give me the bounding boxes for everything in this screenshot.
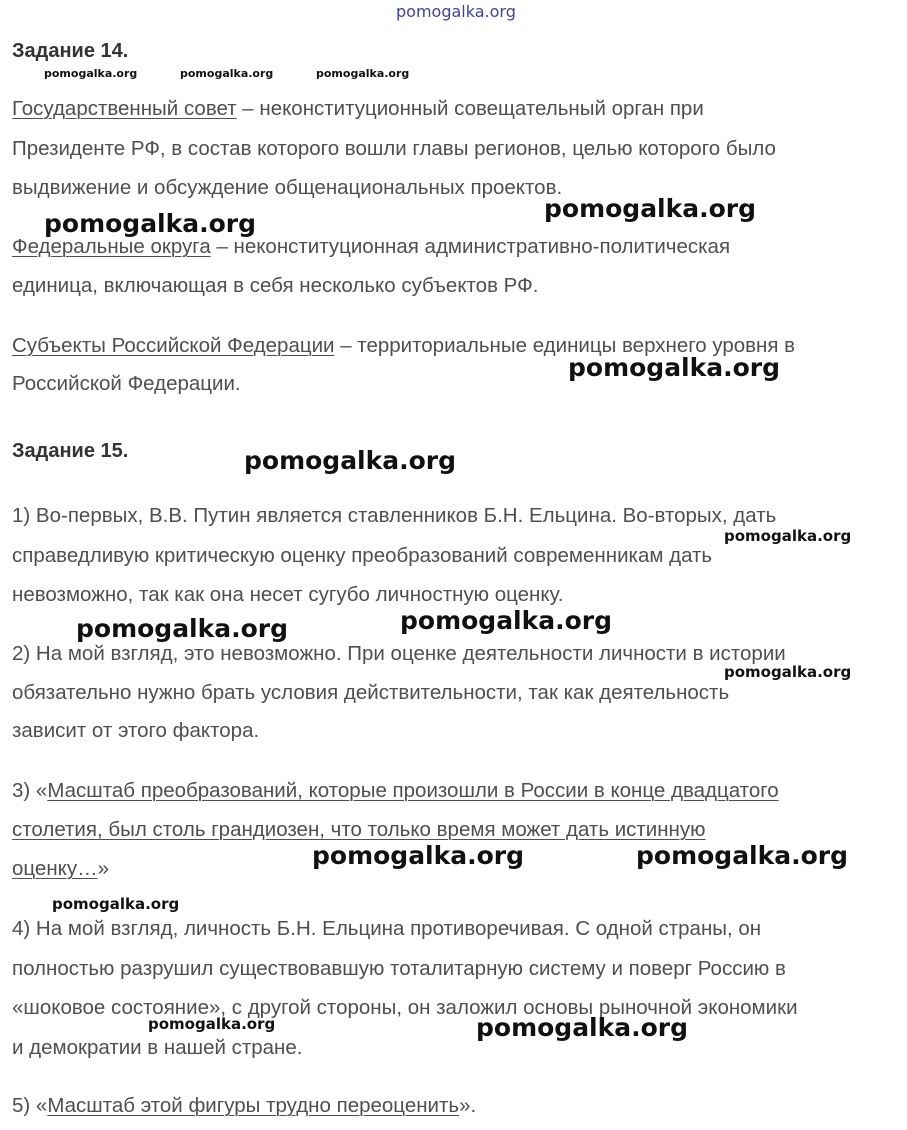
watermark-small: pomogalka.org: [316, 67, 410, 80]
term-state-council: Государственный совет: [12, 97, 237, 120]
definition-line: Президенте РФ, в состав которого вошли главы регионов, целью которого было: [12, 137, 776, 160]
answer-line: [12, 818, 706, 842]
quote-open: 5) «: [12, 1094, 48, 1117]
watermark-large: pomogalka.org: [76, 614, 289, 643]
watermark-large: pomogalka.org: [544, 194, 757, 223]
term-federal-districts: Федеральные округа: [12, 235, 211, 258]
definition-line: [12, 97, 704, 121]
quote-text: оценку…: [12, 857, 98, 880]
watermark-medium: pomogalka.org: [724, 527, 852, 545]
watermark-large: pomogalka.org: [244, 446, 457, 475]
watermark-large: pomogalka.org: [400, 606, 613, 635]
watermark-medium: pomogalka.org: [148, 1015, 276, 1033]
answer-line: справедливую критическую оценку преобразований современникам дать: [12, 544, 713, 567]
quote-text: столетия, был столь грандиозен, что только время может дать истинную: [12, 818, 706, 841]
answer-line: 2) На мой взгляд, это невозможно. При оценке деятельности личности в истории: [12, 642, 786, 665]
answer-line: 1) Во-первых, В.В. Путин является ставленников Б.Н. Ельцина. Во-вторых, дать: [12, 504, 777, 527]
answer-line: зависит от этого фактора.: [12, 719, 260, 742]
term-federation-subjects: Субъекты Российской Федерации: [12, 334, 335, 357]
definition-text: – территориальные единицы верхнего уровня в: [334, 334, 796, 357]
definition-line: единица, включающая в себя несколько субъектов РФ.: [12, 274, 539, 297]
task14-title: Задание 14.: [12, 40, 129, 62]
answer-line: 4) На мой взгляд, личность Б.Н. Ельцина противоречивая. С одной страны, он: [12, 917, 762, 940]
answer-line: [12, 857, 109, 881]
watermark-large: pomogalka.org: [44, 209, 257, 238]
watermark-small: pomogalka.org: [180, 67, 274, 80]
definition-line: выдвижение и обсуждение общенациональных проектов.: [12, 176, 563, 199]
answer-line: полностью разрушил существовавшую тоталитарную систему и поверг Россию в: [12, 957, 786, 980]
quote-close: »: [97, 857, 109, 880]
watermark-small: pomogalka.org: [44, 67, 138, 80]
watermark-large: pomogalka.org: [476, 1013, 689, 1042]
watermark-medium: pomogalka.org: [52, 895, 180, 913]
quote-open: 3) «: [12, 779, 48, 802]
answer-line: [12, 1094, 476, 1118]
answer-line: и демократии в нашей стране.: [12, 1036, 303, 1059]
answer-line: обязательно нужно брать условия действительности, так как деятельность: [12, 681, 730, 704]
watermark-large: pomogalka.org: [568, 353, 781, 382]
definition-text: – неконституционная административно-политическая: [210, 235, 731, 258]
answer-line: «шоковое состояние», с другой стороны, он заложил основы рыночной экономики: [12, 996, 798, 1019]
quote-text: Масштаб этой фигуры трудно переоценить: [47, 1094, 460, 1117]
definition-text: – неконституционный совещательный орган при: [236, 97, 704, 120]
answer-line: [12, 779, 779, 803]
definition-line: [12, 235, 730, 259]
header-watermark: pomogalka.org: [396, 2, 516, 21]
watermark-large: pomogalka.org: [636, 841, 849, 870]
task15-title: Задание 15.: [12, 440, 129, 462]
watermark-large: pomogalka.org: [312, 841, 525, 870]
definition-line: Российской Федерации.: [12, 372, 241, 395]
quote-close: ».: [459, 1094, 477, 1117]
quote-text: Масштаб преобразований, которые произошли в России в конце двадцатого: [47, 779, 779, 802]
watermark-medium: pomogalka.org: [724, 663, 852, 681]
answer-line: невозможно, так как она несет сугубо личностную оценку.: [12, 583, 564, 606]
